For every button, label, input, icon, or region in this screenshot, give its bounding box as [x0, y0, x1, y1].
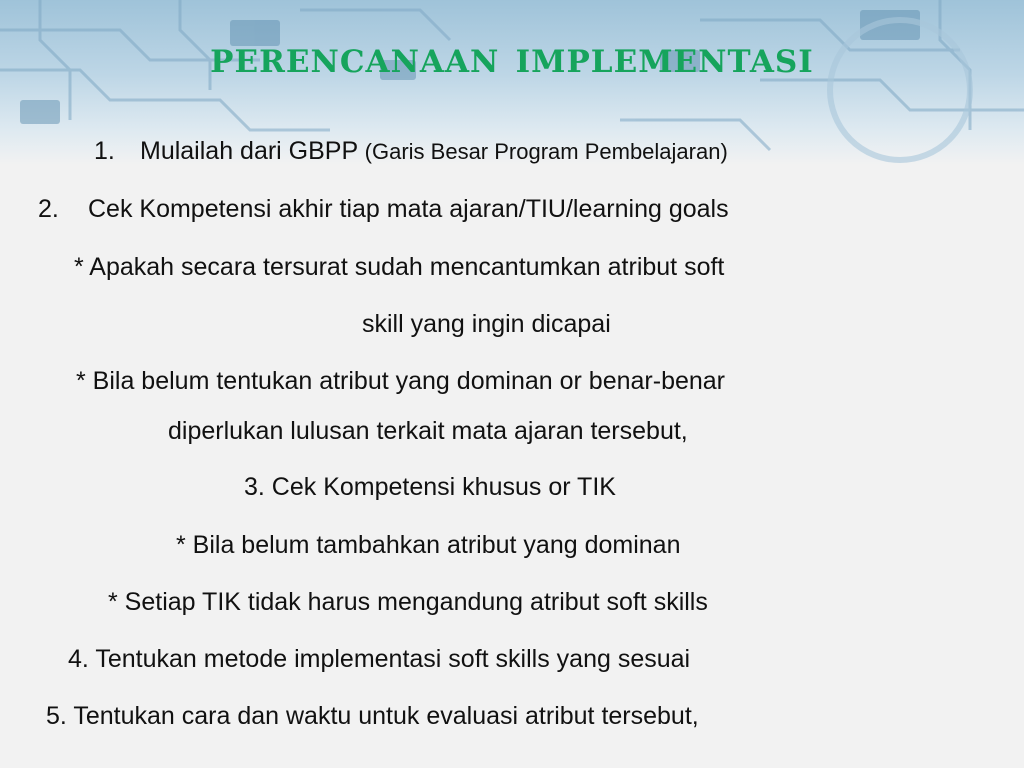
list-subitem: * Setiap TIK tidak harus mengandung atribut soft skills	[108, 588, 708, 616]
item-number: 1.	[94, 137, 115, 165]
item-number: 2.	[38, 195, 59, 223]
page-title: perencanaan implementasi	[210, 32, 814, 83]
list-item	[0, 194, 1024, 224]
list-item: 5. Tentukan cara dan waktu untuk evaluasi atribut tersebut,	[46, 702, 699, 730]
item-text: Cek Kompetensi akhir tiap mata ajaran/TIU/learning goals	[88, 195, 729, 223]
list-subitem: * Bila belum tentukan atribut yang dominan or benar-benar	[76, 367, 726, 395]
list-item	[0, 136, 1024, 167]
list-item: 4. Tentukan metode implementasi soft skills yang sesuai	[68, 645, 691, 673]
list-item: 3. Cek Kompetensi khusus or TIK	[244, 473, 616, 501]
item-parenthetical: (Garis Besar Program Pembelajaran)	[364, 139, 728, 164]
item-text: Mulailah dari GBPP	[140, 137, 365, 165]
list-subitem: * Bila belum tambahkan atribut yang dominan	[176, 531, 681, 559]
list-subitem-continuation: diperlukan lulusan terkait mata ajaran tersebut,	[168, 417, 688, 445]
list-subitem-continuation: skill yang ingin dicapai	[362, 310, 611, 338]
list-subitem: * Apakah secara tersurat sudah mencantumkan atribut soft	[74, 253, 725, 281]
